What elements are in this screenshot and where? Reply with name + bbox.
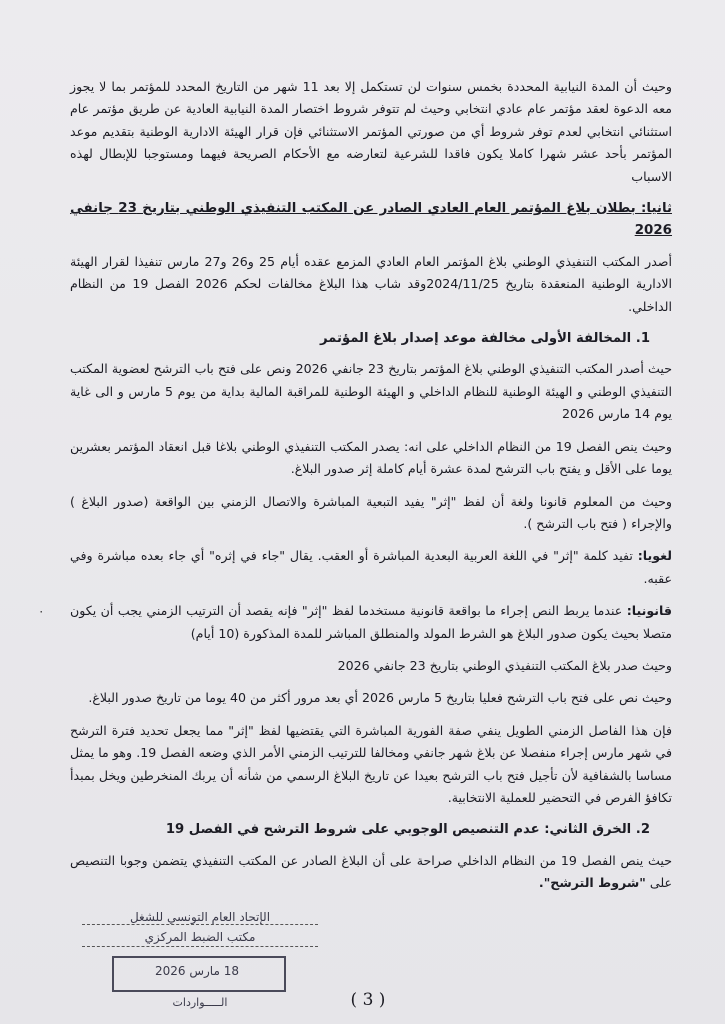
paragraph-time-gap: فإن هذا الفاصل الزمني الطويل ينفي صفة الفورية المباشرة التي يقتضيها لفظ "إثر" مما يجعل تحديد فترة الترشح في شهر مارس إجراء منفصلا عن بلاغ شهر جانفي ومخالفا للترتيب الزمني الأمر الذي وضعه الفصل 19. وهو ما يمثل مساسا بالشفافية لأن تأجيل فتح باب الترشح بعيدا عن تاريخ البلاغ الرسمي من شأنه أن يربك المنخرطين ويخل بمبدأ تكافؤ الفرص في التحضير للعملية الانتخابية. xyxy=(70,722,672,805)
stamp-divider xyxy=(82,924,318,926)
registry-stamp xyxy=(80,906,320,1014)
stamp-office-name: مكتب الضبط المركزي xyxy=(144,930,256,944)
paragraph-issue-date: وحيث صدر بلاغ المكتب التنفيذي الوطني بتاريخ 23 جانفي 2026 xyxy=(337,657,672,673)
paragraph-linguistic xyxy=(70,545,672,590)
paragraph-meaning-ithr: وحيث من المعلوم قانونا ولغة أن لفظ "إثر" يفيد التبعية المباشرة والاتصال الزمني بين الواقعة (صدور البلاغ ) والإجراء ( فتح باب الترشح ). xyxy=(70,493,672,531)
paragraph-article-19: وحيث ينص الفصل 19 من النظام الداخلي على انه: يصدر المكتب التنفيذي الوطني بلاغا قبل انعقاد المؤتمر بعشرين يوما على الأقل و يفتح باب الترشح لمدة عشرة أيام كاملة إثر صدور البلاغ. xyxy=(70,438,672,477)
stamp-date: 18 مارس 2026 xyxy=(155,964,239,978)
violation-one-heading: 1. المخالفة الأولى مخالفة موعد إصدار بلاغ المؤتمر xyxy=(319,331,650,347)
paragraph-legal xyxy=(70,600,672,645)
linguistic-lead: لغويا: xyxy=(637,548,672,564)
paragraph-candidacy-conditions xyxy=(70,850,672,895)
stamp-incoming-label: الـــــواردات xyxy=(172,996,228,1009)
paragraph-candidacy-opening: وحيث نص على فتح باب الترشح فعليا بتاريخ 5 مارس 2026 أي بعد مرور أكثر من 40 يوما من تاريخ صدور البلاغ. xyxy=(88,690,672,706)
conditions-text: حيث ينص الفصل 19 من النظام الداخلي صراحة على أن البلاغ الصادر عن المكتب التنفيذي يتضمن وجوبا التنصيص على xyxy=(70,852,672,891)
page-number: ( 3 ) xyxy=(350,990,386,1010)
paragraph-announcement: أصدر المكتب التنفيذي الوطني بلاغ المؤتمر العام العادي المزمع عقده أيام 25 و26 و27 مارس تنفيذا لقرار الهيئة الادارية الوطنية المنعقدة بتاريخ 2024/11/25وقد شاب هذا البلاغ مخالفات لحكم 2026 الفصل 19 من النظام الداخلي. xyxy=(70,253,673,314)
paragraph-term-length: وحيث أن المدة النيابية المحددة بخمس سنوات لن تستكمل إلا بعد 11 شهر من التاريخ المحدد للمؤتمر بما لا يجوز معه الدعوة لعقد مؤتمر عام عادي انتخابي وحيث لم تتوفر شروط اختصار المدة النيابية العادية عن طريق مؤتمر عام استثنائي انتخابي لعدم توفر شروط أي من صورتي المؤتمر الاستثنائي فإن قرار الهيئة الادارية الوطنية بتقديم موعد المؤتمر بأحد عشر شهرا كاملا يكون فاقدا للشرعية لتعارضه مع الأحكام الصريحة فيهما ومستوجبا للإبطال لهذه الاسباب xyxy=(70,79,672,184)
violation-two-heading: 2. الخرق الثاني: عدم التنصيص الوجوبي على شروط الترشح في الفصل 19 xyxy=(165,822,650,838)
stamp-divider-2 xyxy=(82,946,318,948)
linguistic-text: تفيد كلمة "إثر" في اللغة العربية البعدية المباشرة أو العقب. يقال "جاء في إثره" أي جاء بعده مباشرة وفي عقبه. xyxy=(70,548,672,586)
document-body xyxy=(70,76,672,905)
margin-mark: ٠ xyxy=(38,604,45,618)
paragraph-announcement-date: حيث أصدر المكتب التنفيذي الوطني بلاغ المؤتمر بتاريخ 23 جانفي 2026 ونص على فتح باب الترشح لعضوية المكتب التنفيذي الوطني و الهيئة الوطنية للنظام الداخلي و الهيئة الوطنية للمراقبة المالية بداية من يوم 5 مارس و الى غاية يوم 14 مارس 2026 xyxy=(70,361,673,422)
legal-lead: قانونيا: xyxy=(626,603,672,619)
section-two-heading: ثانيا: بطلان بلاغ المؤتمر العام العادي الصادر عن المكتب التنفيذي الوطني بتاريخ 23 جانفي 2026 xyxy=(70,201,672,239)
conditions-quote: "شروط الترشح". xyxy=(538,875,646,891)
legal-text: عندما يربط النص إجراء ما بواقعة قانونية مستخدما لفظ "إثر" فإنه يقصد أن الترتيب الزمني يجب أن يكون متصلا بحيث يكون صدور البلاغ هو الشرط المولد والمنطلق المباشر للمدة المذكورة (10 أيام) xyxy=(70,603,672,641)
stamp-union-name: الإتحاد العام التونسي للشغل xyxy=(129,910,271,924)
